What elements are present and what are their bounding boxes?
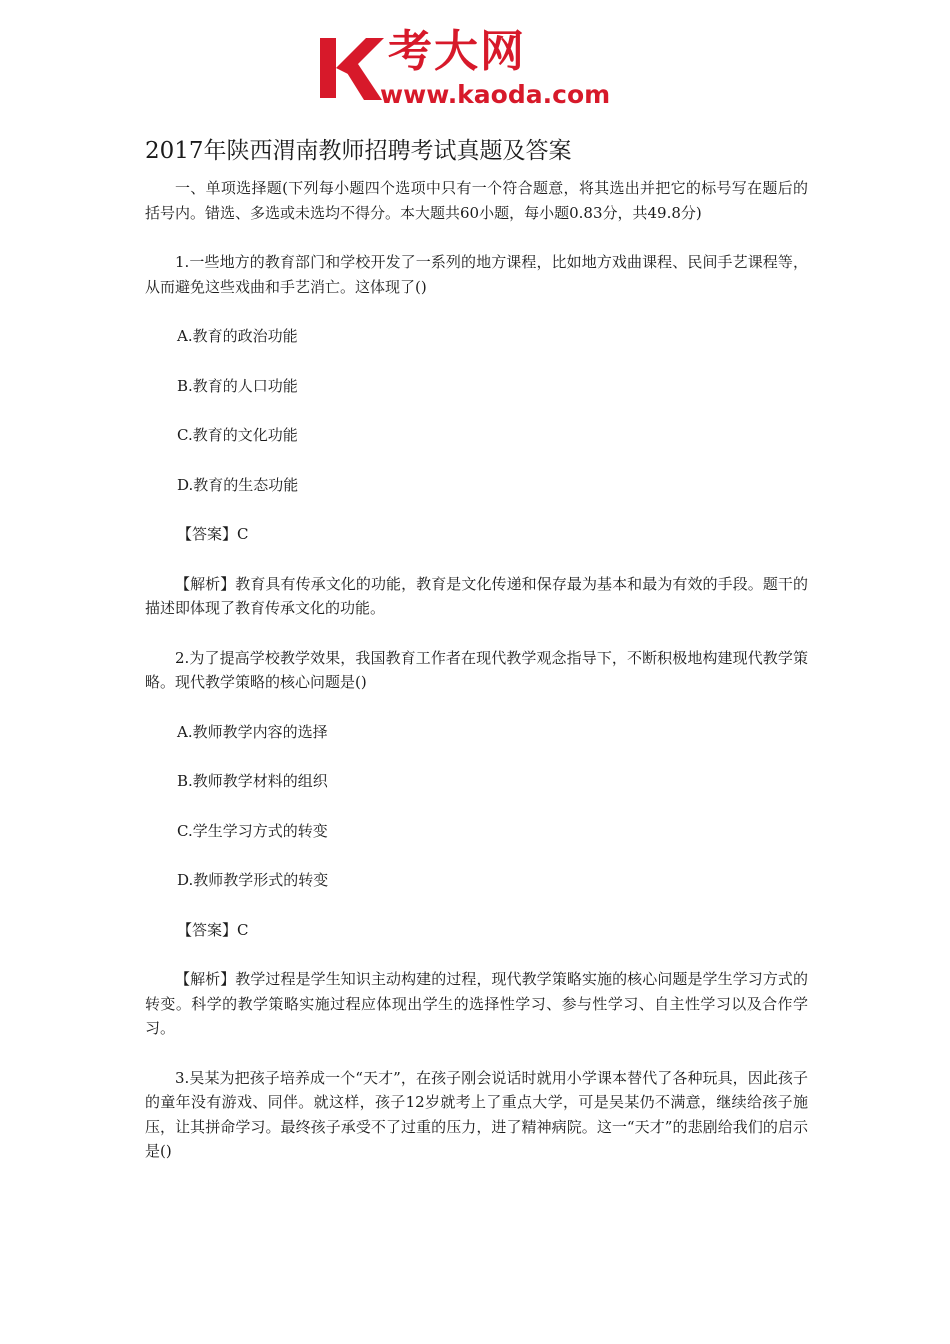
document-body <box>145 134 808 1164</box>
question-2-stem: 2.为了提高学校教学效果，我国教育工作者在现代教学观念指导下，不断积极地构建现代教学策略。现代教学策略的核心问题是() <box>145 648 808 691</box>
question-2-analysis: 【解析】教学过程是学生知识主动构建的过程，现代教学策略实施的核心问题是学生学习方式的转变。科学的教学策略实施过程应体现出学生的选择性学习、参与性学习、自主性学习以及合作学习。 <box>145 970 808 1037</box>
question-2-option-d: D.教师教学形式的转变 <box>177 871 329 889</box>
question-2-option-b: B.教师教学材料的组织 <box>177 772 328 790</box>
question-1-option-a: A.教育的政治功能 <box>177 327 298 345</box>
question-1-analysis: 【解析】教育具有传承文化的功能，教育是文化传递和保存最为基本和最为有效的手段。题干的描述即体现了教育传承文化的功能。 <box>145 574 808 617</box>
question-2-option-a: A.教师教学内容的选择 <box>177 722 328 741</box>
question-2-option-c: C.学生学习方式的转变 <box>177 821 328 840</box>
question-1-option-d: D.教育的生态功能 <box>177 475 299 494</box>
document-title: 2017年陕西渭南教师招聘考试真题及答案 <box>145 138 572 164</box>
question-1-option-b: B.教育的人口功能 <box>177 376 298 395</box>
logo-brand-text: 考大网 <box>388 26 526 77</box>
question-1-option-c: C.教育的文化功能 <box>177 426 298 444</box>
section-intro: 一、单项选择题(下列每小题四个选项中只有一个符合题意，将其选出并把它的标号写在题后的括号内。错选、多选或未选均不得分。本大题共60小题，每小题0.83分，共49.8分) <box>145 179 808 222</box>
site-logo <box>318 28 638 112</box>
question-3-stem: 3.吴某为把孩子培养成一个“天才”，在孩子刚会说话时就用小学课本替代了各种玩具，因此孩子的童年没有游戏、同伴。就这样，孩子12岁就考上了重点大学，可是吴某仍不满意，继续给孩子施压，让其拼命学习。最终孩子承受不了过重的压力，进了精神病院。这一“天才”的悲剧给我们的启示是() <box>145 1068 808 1160</box>
question-1-stem: 1.一些地方的教育部门和学校开发了一系列的地方课程，比如地方戏曲课程、民间手艺课程等，从而避免这些戏曲和手艺消亡。这体现了() <box>145 253 808 296</box>
question-1-answer: 【答案】C <box>177 525 249 543</box>
logo-url-text: www.kaoda.com <box>380 80 611 109</box>
question-2-answer: 【答案】C <box>177 920 249 939</box>
